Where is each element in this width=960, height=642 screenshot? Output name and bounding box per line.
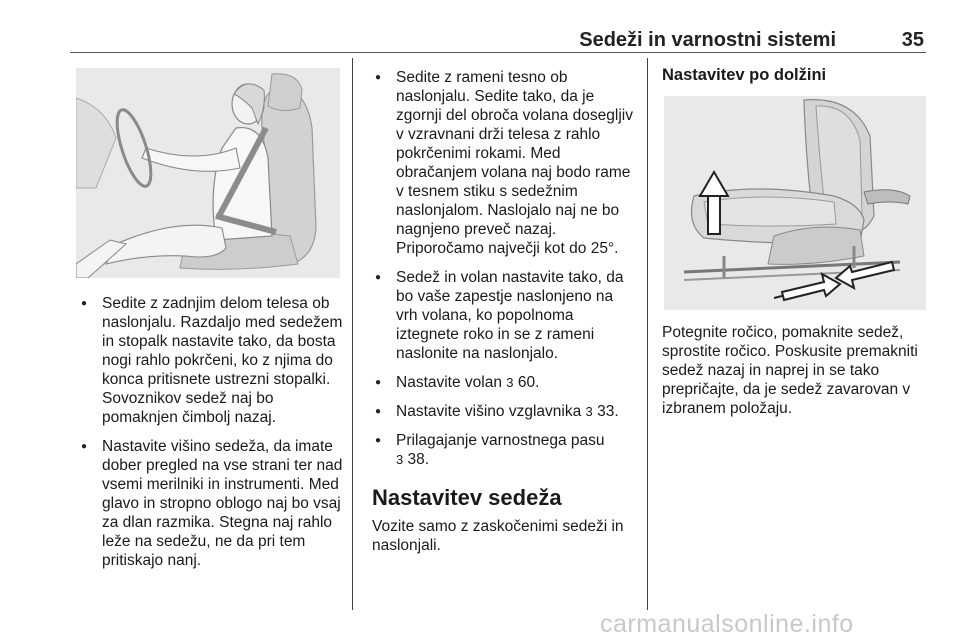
driver-seating-illustration <box>76 68 340 278</box>
list-item-text: Prilagajanje varnostnega pasu <box>396 432 605 449</box>
header-rule <box>70 52 926 53</box>
page-reference-arrow-icon: 3 <box>506 375 514 390</box>
page-reference-link[interactable]: 33. <box>597 403 619 420</box>
right-column <box>662 66 932 85</box>
list-item <box>372 268 636 363</box>
list-item <box>372 68 636 258</box>
page-reference-link[interactable]: 60. <box>517 374 540 391</box>
section-text: Vozite samo z zaskočenimi sedeži in naslonjali. <box>372 518 624 554</box>
page-reference-arrow-icon: 3 <box>396 452 404 467</box>
list-item <box>372 402 636 421</box>
list-item: ● Nastavite višino sedeža, da imate dober pregled na vse strani ter nad vsemi merilniki in instrumenti. Med glavo in stropno oblogo naj bo vsaj za dlan razmika. Stegna naj rahlo leže na sedežu, ne da pri tem pritiskajo nanj. <box>78 437 344 570</box>
list-item-text: Nastavite volan <box>396 374 502 391</box>
section-heading: Nastavitev sedeža <box>372 485 562 510</box>
list-item-text: Sedež in volan nastavite tako, da bo vaše zapestje naslonjeno na vrh volana, ko popolnoma iztegnete roko in se z rameni naslonite na naslonjalo. <box>396 269 624 362</box>
page-header-title: Sedeži in varnostni sistemi <box>579 29 836 51</box>
list-item: ● Sedite z zadnjim delom telesa ob naslonjalu. Razdaljo med sedežem in stopalk nastavite tako, da bosta nogi rahlo pokrčeni, ko z njima do konca pritisnete ustrezni stopalki. Sovoznikov sedež naj bo pomaknjen čimbolj nazaj. <box>78 294 344 427</box>
page-reference-link[interactable]: 38. <box>407 451 430 468</box>
seat-adjustment-illustration <box>664 96 926 310</box>
page-number: 35 <box>901 29 924 51</box>
page-reference-arrow-icon: 3 <box>585 404 593 419</box>
subsection-heading: Nastavitev po dolžini <box>662 66 827 84</box>
list-item-text: Sedite z rameni tesno ob naslonjalu. Sedite tako, da je zgornji del obroča volana dosegljiv v vzravnani drži telesa z rahlo pokrčenimi rokami. Med obračanjem volana naj bodo rame v tesnem stiku s sedežnim naslonjalom. Naslojalo naj ne bo nagnjeno preveč nazaj. Priporočamo največji kot do 25°. <box>396 69 633 257</box>
left-bullet-list <box>78 294 344 570</box>
list-item <box>372 431 636 469</box>
list-item <box>372 373 636 392</box>
watermark-text: carmanualsonline.info <box>600 610 854 638</box>
left-column <box>78 294 344 580</box>
column-divider-left <box>352 58 353 610</box>
middle-bullet-list <box>372 68 636 469</box>
middle-column <box>372 68 636 555</box>
right-column-body <box>662 323 932 418</box>
list-item-text: Nastavite višino vzglavnika <box>396 403 582 420</box>
seat-adjust-paragraph: Potegnite ročico, pomaknite sedež, sprostite ročico. Poskusite premakniti sedež nazaj in naprej in se tako prepričajte, da je sedež zavarovan v izbranem položaju. <box>662 324 918 417</box>
column-divider-right <box>647 58 648 610</box>
